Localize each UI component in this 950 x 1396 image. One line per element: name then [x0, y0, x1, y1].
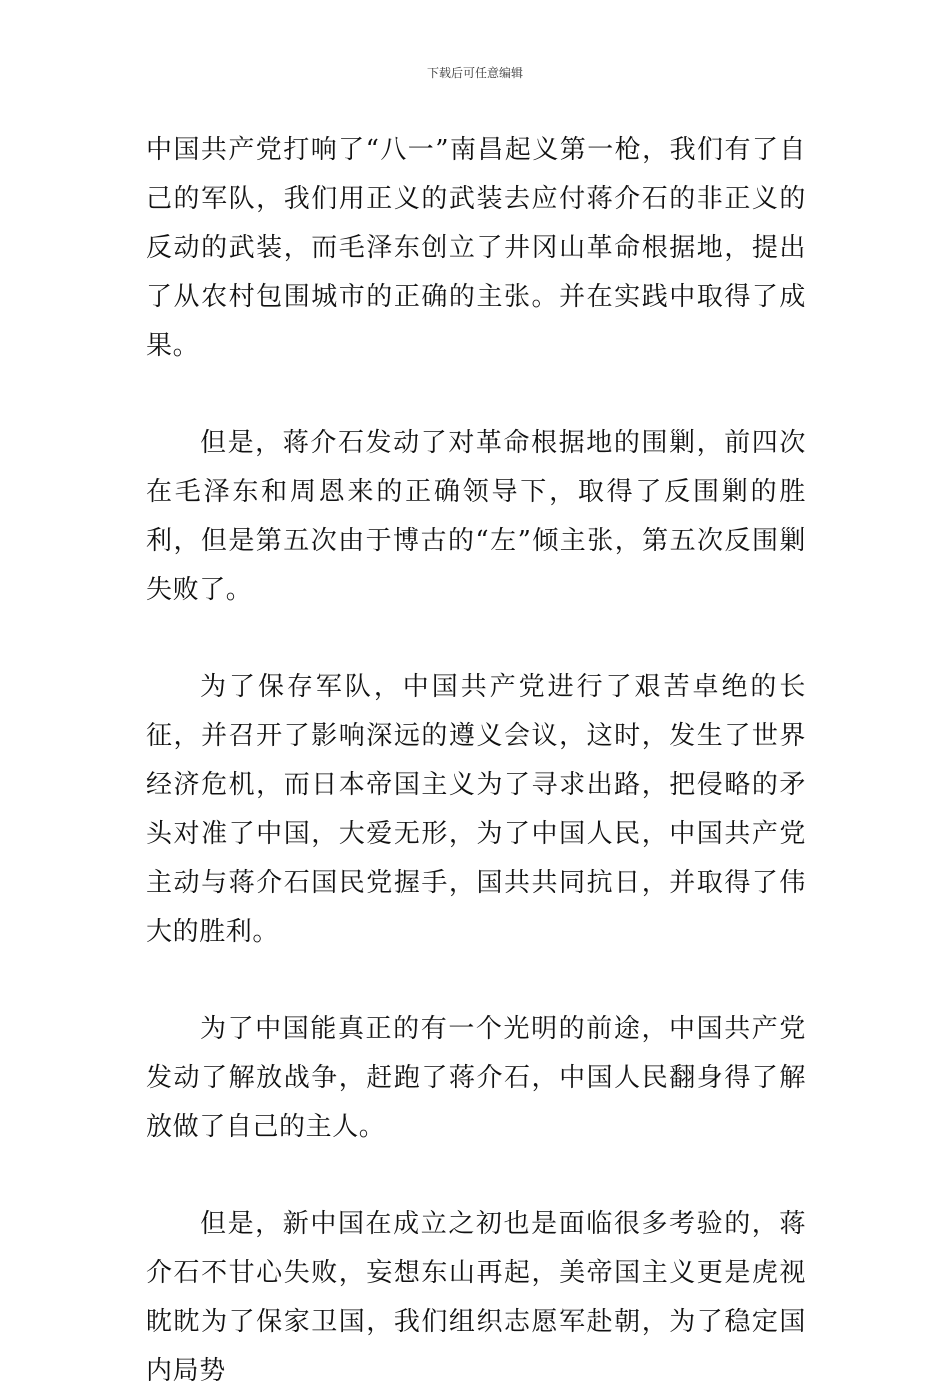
paragraph-3: 为了保存军队，中国共产党进行了艰苦卓绝的长征，并召开了影响深远的遵义会议，这时，发生了世界经济危机，而日本帝国主义为了寻求出路，把侵略的矛头对准了中国，大爱无形，为了中国人民，中国共产党主动与蒋介石国民党握手，国共共同抗日，并取得了伟大的胜利。: [146, 672, 806, 947]
paragraph-1: 中国共产党打响了“八一”南昌起义第一枪，我们有了自己的军队，我们用正义的武装去应付蒋介石的非正义的反动的武装，而毛泽东创立了井冈山革命根据地，提出了从农村包围城市的正确的主张。并在实践中取得了成果。: [146, 135, 806, 361]
paragraph-gap: [146, 615, 806, 663]
paragraph-gap: [146, 1152, 806, 1200]
page-header: 下载后可任意编辑: [426, 66, 523, 80]
paragraph-gap: [146, 371, 806, 419]
document-body: [146, 126, 806, 1396]
paragraph-5: 但是，新中国在成立之初也是面临很多考验的，蒋介石不甘心失败，妄想东山再起，美帝国主义更是虎视眈眈为了保家卫国，我们组织志愿军赴朝，为了稳定国内局势: [146, 1209, 806, 1386]
paragraph-gap: [146, 957, 806, 1005]
paragraph-2: 但是，蒋介石发动了对革命根据地的围剿，前四次在毛泽东和周恩来的正确领导下，取得了反围剿的胜利，但是第五次由于博古的“左”倾主张，第五次反围剿失败了。: [146, 428, 806, 605]
paragraph-4: 为了中国能真正的有一个光明的前途，中国共产党发动了解放战争，赶跑了蒋介石，中国人民翻身得了解放做了自己的主人。: [146, 1014, 806, 1142]
